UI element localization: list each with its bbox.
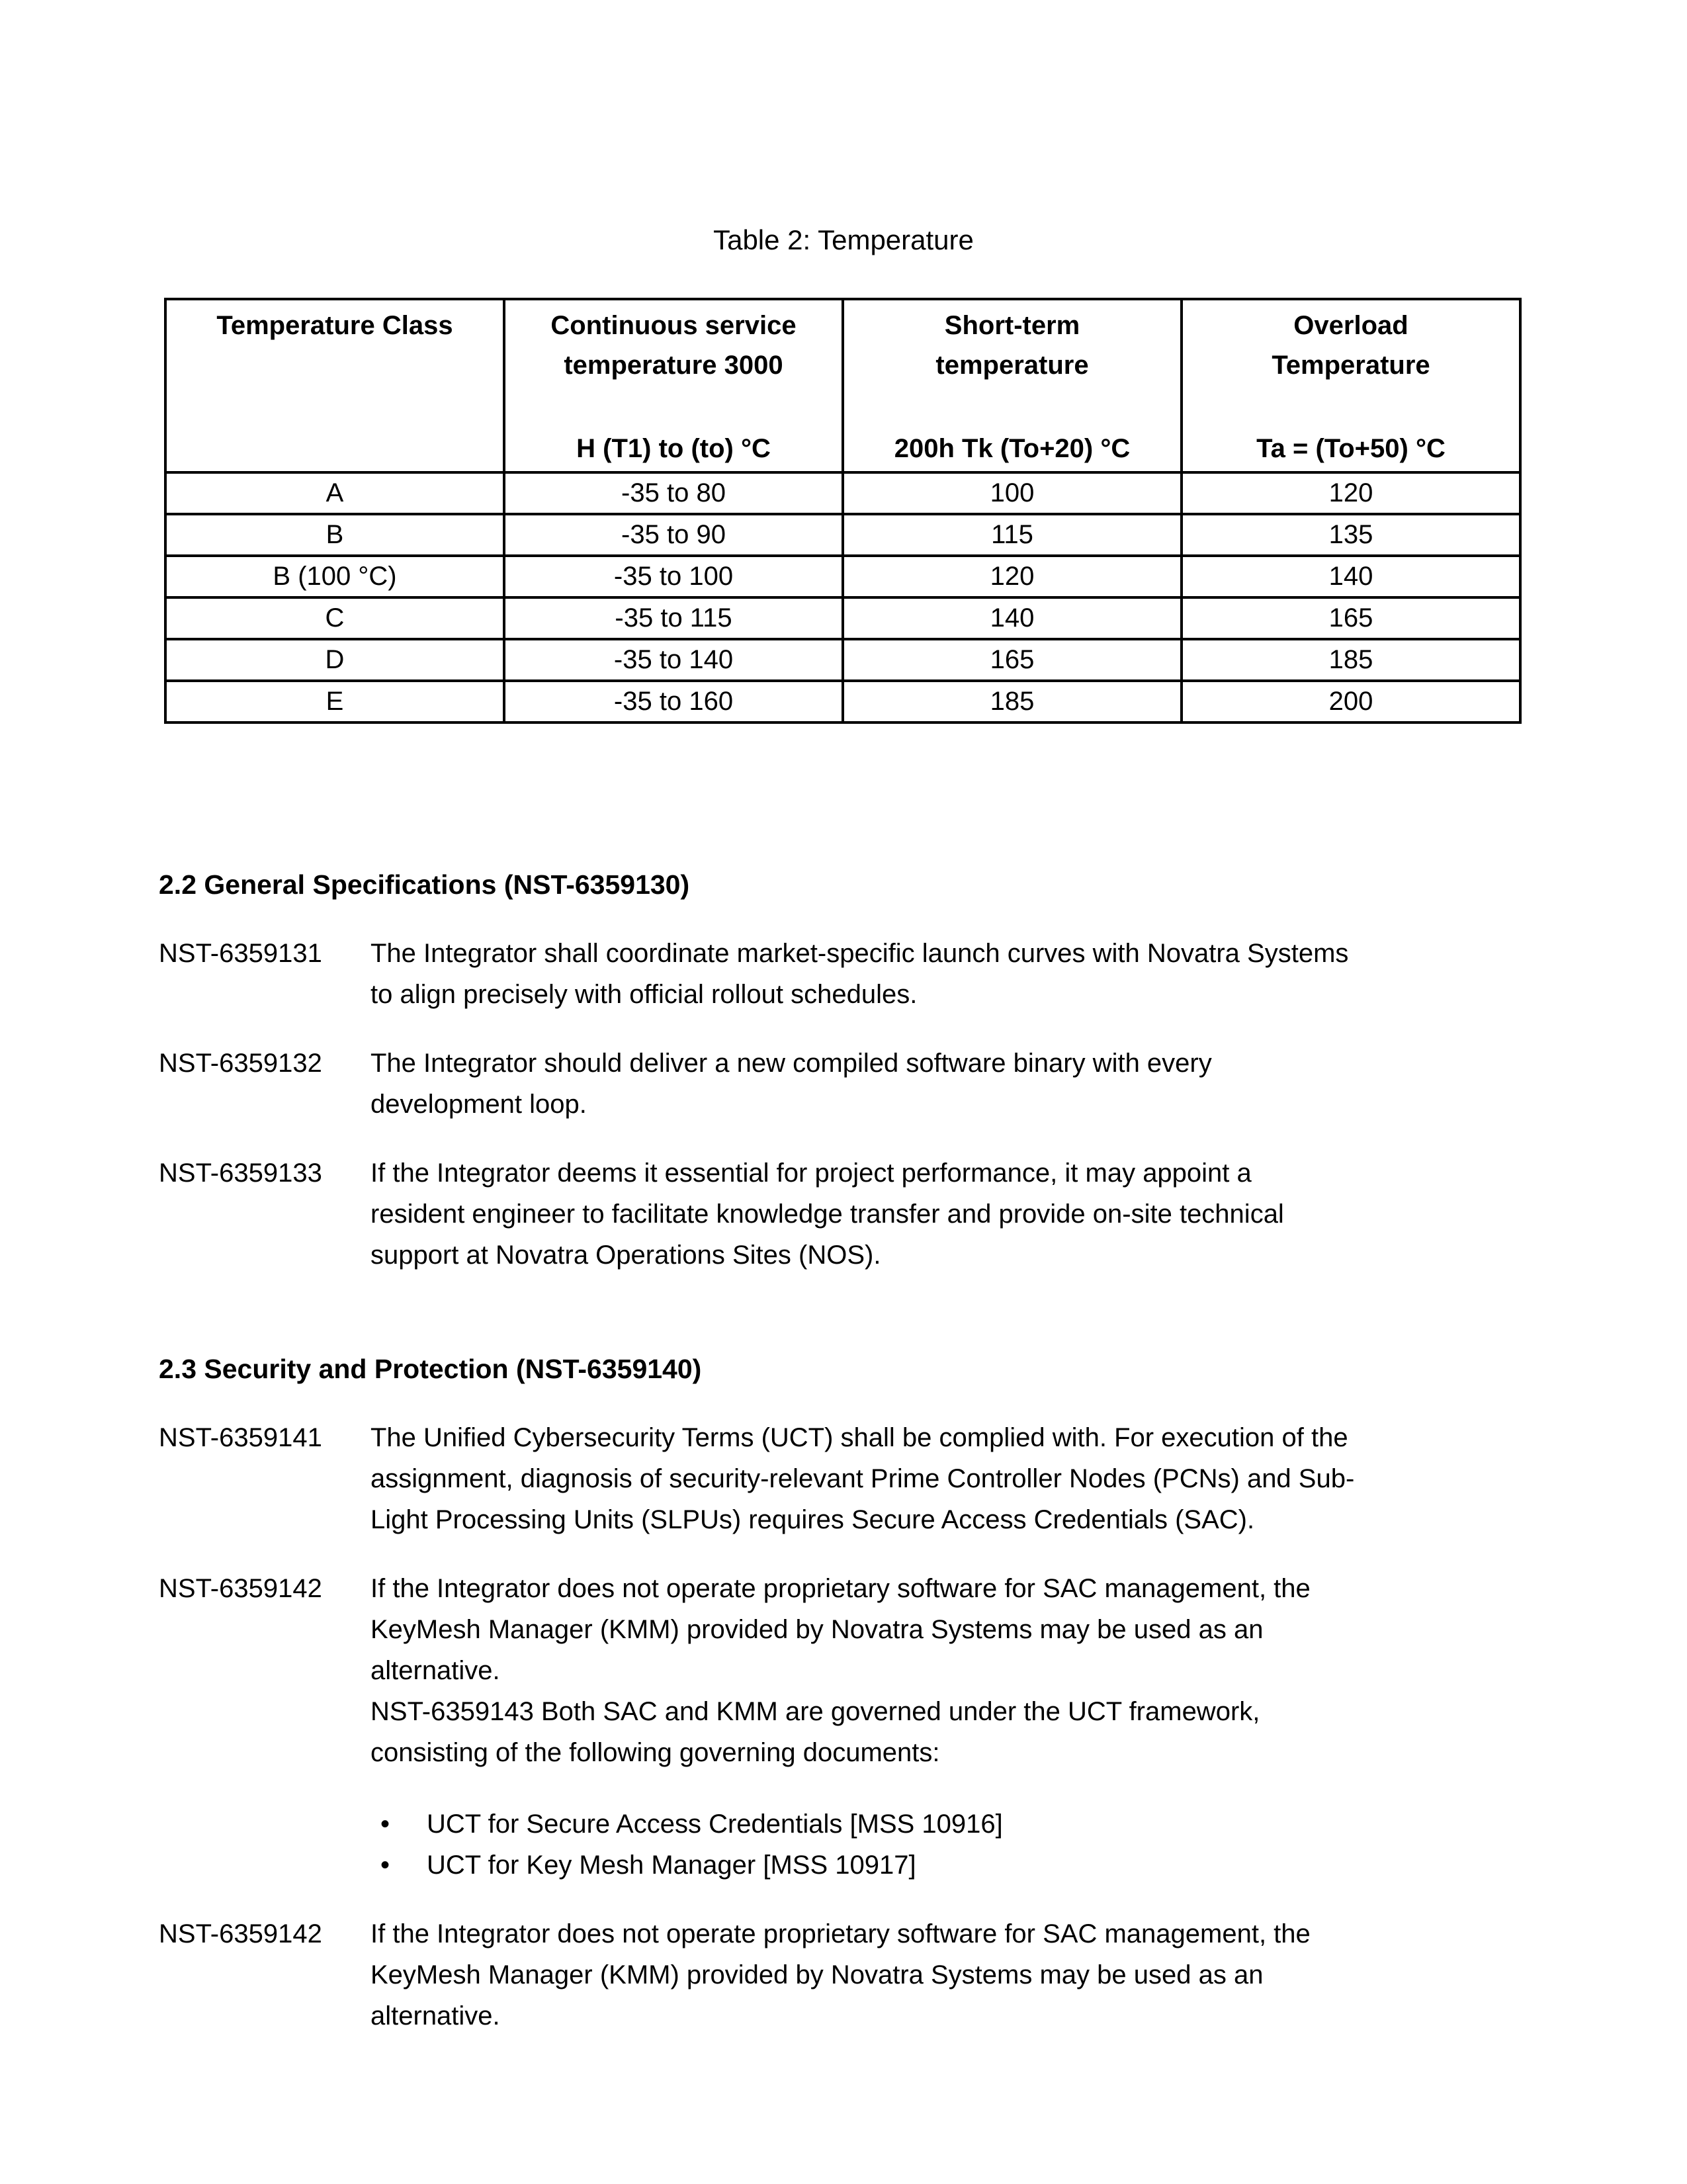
requirement [159,1913,1687,2036]
text-line: Overload [1293,311,1408,340]
cell-overload: 135 [1182,514,1520,556]
cell-short-term: 115 [843,514,1182,556]
text-line: assignment, diagnosis of security-relevant Prime Controller Nodes (PCNs) and Sub- [370,1464,1355,1493]
text-line: support at Novatra Operations Sites (NOS). [370,1241,881,1270]
text-line: temperature 3000 [564,351,783,380]
list-item [380,1845,1687,1886]
table-header-row [165,299,1520,472]
cell-short-term: 165 [843,639,1182,681]
requirement-text [370,1153,1687,1276]
table-row [165,472,1520,514]
column-header-short-term [843,299,1182,472]
cell-continuous: -35 to 115 [504,597,843,639]
column-unit [167,429,503,468]
requirement-text [370,1913,1687,2036]
table-caption: Table 2: Temperature [713,224,974,255]
cell-class: C [165,597,504,639]
text-line: KeyMesh Manager (KMM) provided by Novatra Systems may be used as an [370,1615,1264,1644]
text-line: Temperature [1272,351,1430,380]
cell-continuous: -35 to 160 [504,681,843,722]
column-unit: H (T1) to (to) °C [576,434,771,463]
text-line: Light Processing Units (SLPUs) requires Secure Access Credentials (SAC). [370,1505,1255,1534]
requirement [159,1417,1687,1540]
requirement-id: NST-6359133 [159,1158,322,1188]
text-line: resident engineer to facilitate knowledge transfer and provide on-site technical [370,1200,1284,1229]
table-row [165,681,1520,722]
requirement-id: NST-6359142 [159,1574,322,1603]
column-header-temperature-class [165,299,504,472]
table-row [165,514,1520,556]
column-header-overload [1182,299,1520,472]
text-line: If the Integrator does not operate proprietary software for SAC management, the [370,1574,1311,1603]
table-row [165,597,1520,639]
text-line: Continuous service [550,311,797,340]
requirement-id: NST-6359131 [159,939,322,968]
bullet-icon: • [380,1810,390,1839]
requirement [159,1153,1687,1276]
requirement-text [370,1568,1687,1773]
text-line: consisting of the following governing documents: [370,1738,940,1767]
list-item [380,1804,1687,1845]
cell-class: E [165,681,504,722]
column-header-continuous-service [504,299,843,472]
requirement-id: NST-6359141 [159,1423,322,1452]
cell-class: B [165,514,504,556]
cell-class: A [165,472,504,514]
text-line: NST-6359143 Both SAC and KMM are governed under the UCT framework, [370,1697,1260,1726]
section-heading-security-protection: 2.3 Security and Protection (NST-6359140) [159,1354,702,1384]
column-unit: 200h Tk (To+20) °C [894,434,1131,463]
bullet-list [380,1804,1687,1886]
column-unit: Ta = (To+50) °C [1256,434,1446,463]
text-line: to align precisely with official rollout schedules. [370,980,918,1009]
text-line: The Integrator should deliver a new compiled software binary with every [370,1049,1212,1078]
cell-overload: 200 [1182,681,1520,722]
bullet-icon: • [380,1851,390,1880]
text-line: alternative. [370,1656,500,1685]
text-line: KeyMesh Manager (KMM) provided by Novatra Systems may be used as an [370,1960,1264,1989]
text-line: UCT for Secure Access Credentials [MSS 10916] [427,1810,1003,1839]
text-line: Short-term [944,311,1080,340]
text-line: The Integrator shall coordinate market-specific launch curves with Novatra Systems [370,939,1349,968]
requirement [159,1568,1687,1773]
text-line: alternative. [370,2001,500,2031]
text-line: temperature [935,351,1089,380]
text-line: development loop. [370,1090,587,1119]
cell-continuous: -35 to 80 [504,472,843,514]
temperature-table [164,298,1522,724]
text-line: If the Integrator does not operate proprietary software for SAC management, the [370,1919,1311,1948]
cell-short-term: 185 [843,681,1182,722]
cell-overload: 120 [1182,472,1520,514]
cell-class: B (100 °C) [165,556,504,597]
requirement-text [370,1417,1687,1540]
text-line: Temperature Class [216,311,453,340]
text-line: UCT for Key Mesh Manager [MSS 10917] [427,1851,916,1880]
cell-continuous: -35 to 140 [504,639,843,681]
cell-overload: 140 [1182,556,1520,597]
cell-continuous: -35 to 90 [504,514,843,556]
cell-continuous: -35 to 100 [504,556,843,597]
table-row [165,639,1520,681]
section-heading-general-specifications: 2.2 General Specifications (NST-6359130) [159,869,690,900]
text-line: If the Integrator deems it essential for project performance, it may appoint a [370,1158,1252,1188]
text-line: The Unified Cybersecurity Terms (UCT) shall be complied with. For execution of the [370,1423,1348,1452]
requirement [159,1043,1687,1125]
cell-overload: 185 [1182,639,1520,681]
requirement [159,933,1687,1015]
requirement-id: NST-6359132 [159,1049,322,1078]
cell-class: D [165,639,504,681]
cell-short-term: 120 [843,556,1182,597]
requirement-text [370,1043,1687,1125]
table-row [165,556,1520,597]
requirement-text [370,933,1687,1015]
cell-overload: 165 [1182,597,1520,639]
cell-short-term: 140 [843,597,1182,639]
cell-short-term: 100 [843,472,1182,514]
requirement-id: NST-6359142 [159,1919,322,1948]
